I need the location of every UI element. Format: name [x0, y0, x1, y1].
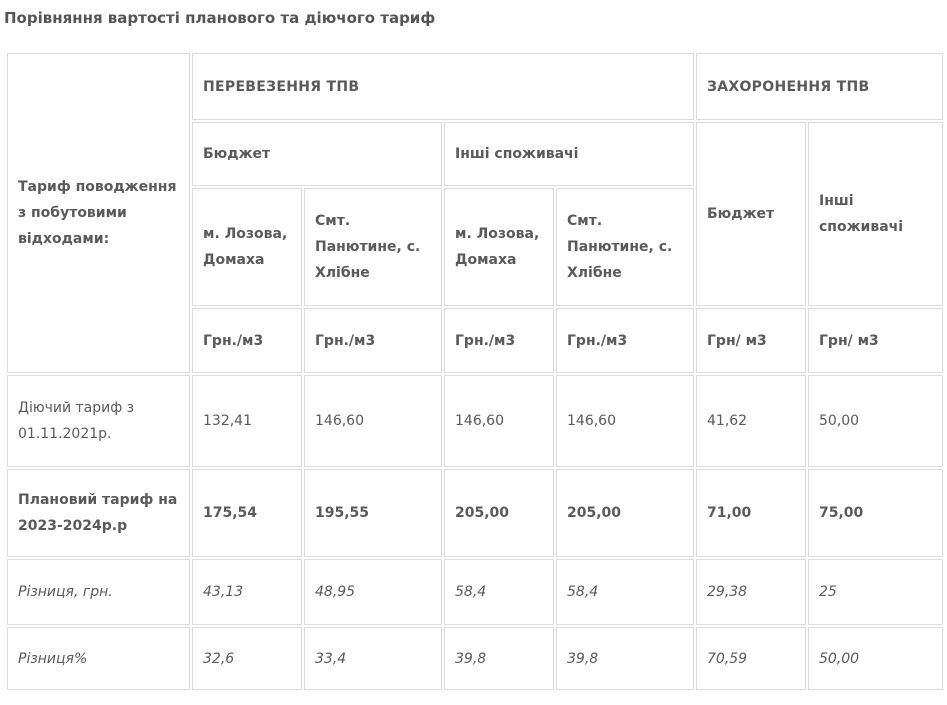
- table-cell: 195,55: [304, 469, 442, 557]
- table-cell: 146,60: [444, 375, 554, 467]
- table-cell: 33,4: [304, 627, 442, 690]
- table-cell: 39,8: [444, 627, 554, 690]
- row-label-header: Тариф поводження з побутовими відходами:: [7, 53, 190, 373]
- burial-budget-header: Бюджет: [696, 122, 806, 306]
- unit-label: Грн./м3: [304, 308, 442, 373]
- burial-others-header: Інші споживачі: [808, 122, 943, 306]
- table-row-current-tariff: [7, 375, 943, 467]
- unit-label: Грн./м3: [556, 308, 694, 373]
- table-cell: 25: [808, 559, 943, 625]
- row-label: Діючий тариф з 01.11.2021р.: [7, 375, 190, 467]
- table-cell: 39,8: [556, 627, 694, 690]
- row-label: Плановий тариф на 2023-2024р.р: [7, 469, 190, 557]
- table-cell: 175,54: [192, 469, 302, 557]
- table-cell: 71,00: [696, 469, 806, 557]
- others-header: Інші споживачі: [444, 122, 694, 186]
- transport-header: ПЕРЕВЕЗЕННЯ ТПВ: [192, 53, 694, 120]
- table-cell: 50,00: [808, 627, 943, 690]
- row-label: Різниця, грн.: [7, 559, 190, 625]
- table-cell: 58,4: [556, 559, 694, 625]
- table-cell: 132,41: [192, 375, 302, 467]
- table-row-planned-tariff: [7, 469, 943, 557]
- table-cell: 205,00: [444, 469, 554, 557]
- table-cell: 75,00: [808, 469, 943, 557]
- others-location-lozova: м. Лозова, Домаха: [444, 188, 554, 306]
- table-cell: 43,13: [192, 559, 302, 625]
- table-row-difference-uah: [7, 559, 943, 625]
- table-cell: 146,60: [556, 375, 694, 467]
- tariff-comparison-table: [5, 51, 945, 692]
- unit-label: Грн./м3: [192, 308, 302, 373]
- others-location-paniutyne: Смт. Панютине, с. Хлібне: [556, 188, 694, 306]
- unit-label: Грн/ м3: [808, 308, 943, 373]
- burial-header: ЗАХОРОНЕННЯ ТПВ: [696, 53, 943, 120]
- table-cell: 70,59: [696, 627, 806, 690]
- page-title: Порівняння вартості планового та діючого тариф: [4, 9, 436, 27]
- table-cell: 41,62: [696, 375, 806, 467]
- table-cell: 146,60: [304, 375, 442, 467]
- table-cell: 50,00: [808, 375, 943, 467]
- table-row-difference-percent: [7, 627, 943, 690]
- table-cell: 48,95: [304, 559, 442, 625]
- table-cell: 205,00: [556, 469, 694, 557]
- header-row-1: [7, 53, 943, 120]
- budget-location-lozova: м. Лозова, Домаха: [192, 188, 302, 306]
- budget-header: Бюджет: [192, 122, 442, 186]
- budget-location-paniutyne: Смт. Панютине, с. Хлібне: [304, 188, 442, 306]
- row-label: Різниця%: [7, 627, 190, 690]
- table-cell: 58,4: [444, 559, 554, 625]
- table-cell: 29,38: [696, 559, 806, 625]
- table-cell: 32,6: [192, 627, 302, 690]
- unit-label: Грн/ м3: [696, 308, 806, 373]
- unit-label: Грн./м3: [444, 308, 554, 373]
